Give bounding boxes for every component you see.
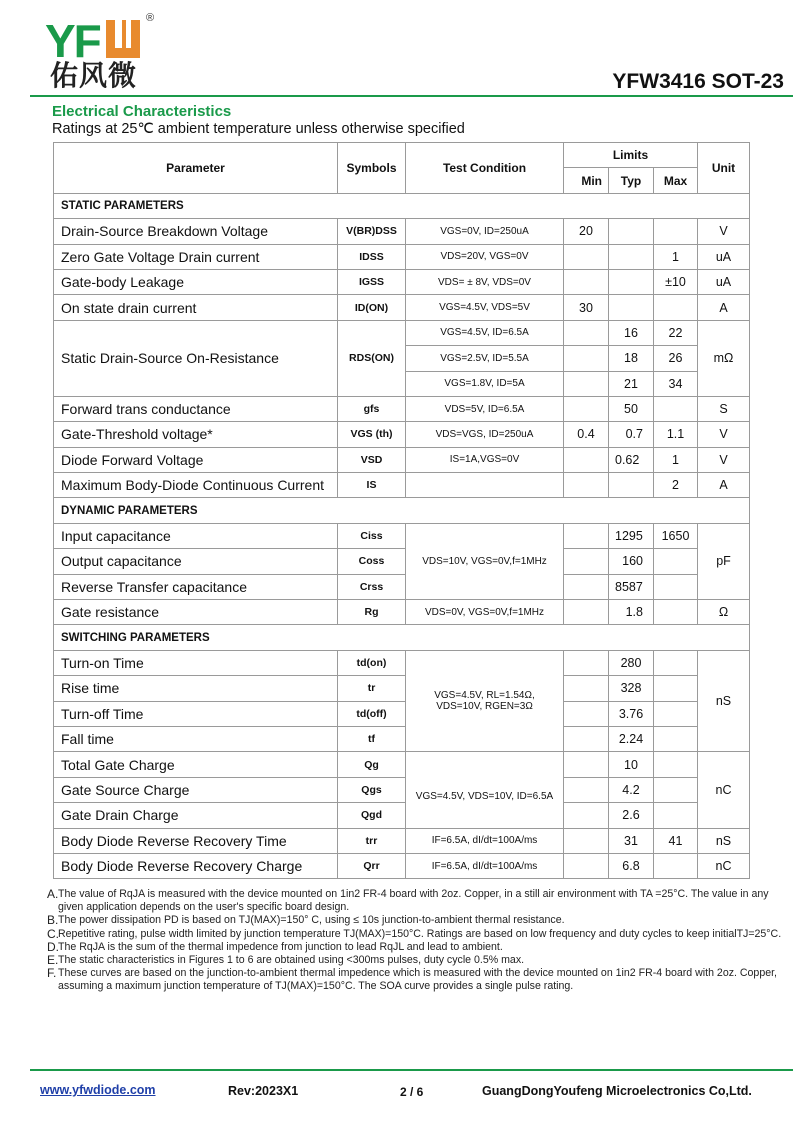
max-value: 1.1 — [654, 422, 698, 447]
unit: A — [698, 295, 750, 320]
typ-value: 50 — [609, 396, 654, 421]
unit: nC — [698, 752, 750, 828]
max-value: 1 — [654, 244, 698, 269]
table-row — [54, 574, 750, 599]
typ-value: 0.7 — [609, 422, 654, 447]
typ-value: 31 — [609, 828, 654, 853]
min-value — [564, 269, 609, 294]
logo-chinese-name: 佑风微 — [50, 59, 138, 92]
max-value — [654, 574, 698, 599]
test-condition: IS=1A,VGS=0V — [406, 447, 564, 472]
table-row — [54, 473, 750, 498]
min-value — [564, 828, 609, 853]
page-number: 2 / 6 — [400, 1085, 424, 1099]
table-row — [54, 549, 750, 574]
max-value: 1650 — [654, 523, 698, 548]
symbol: ID(ON) — [338, 295, 406, 320]
unit: nS — [698, 828, 750, 853]
min-value — [564, 244, 609, 269]
typ-value: 3.76 — [609, 701, 654, 726]
table-row — [54, 701, 750, 726]
max-value — [654, 726, 698, 751]
param-name: Fall time — [54, 726, 338, 751]
symbol: Qgd — [338, 803, 406, 828]
min-value — [564, 777, 609, 802]
table-row — [54, 396, 750, 421]
symbol: tf — [338, 726, 406, 751]
param-name: Gate-body Leakage — [54, 269, 338, 294]
unit: V — [698, 219, 750, 244]
max-value — [654, 676, 698, 701]
table-row — [54, 726, 750, 751]
section-row — [54, 498, 750, 523]
test-condition — [406, 473, 564, 498]
symbol: td(on) — [338, 650, 406, 675]
min-value — [564, 320, 609, 345]
test-condition: VDS=VGS, ID=250uA — [406, 422, 564, 447]
test-condition: IF=6.5A, dI/dt=100A/ms — [406, 828, 564, 853]
logo-u-mark-icon — [106, 20, 140, 58]
header-min: Min — [564, 168, 609, 193]
test-condition: VGS=1.8V, ID=5A — [406, 371, 564, 396]
section-static: STATIC PARAMETERS — [54, 193, 750, 218]
table-row — [54, 447, 750, 472]
section-title: Electrical Characteristics — [52, 103, 232, 120]
param-name: Forward trans conductance — [54, 396, 338, 421]
typ-value: 16 — [609, 320, 654, 345]
param-name: Gate-Threshold voltage* — [54, 422, 338, 447]
section-row — [54, 193, 750, 218]
header-unit: Unit — [698, 143, 750, 194]
param-name: Rise time — [54, 676, 338, 701]
max-value — [654, 549, 698, 574]
footnote-letter: F. — [47, 966, 57, 981]
footnote-text: The value of RqJA is measured with the device mounted on 1in2 FR-4 board with 2oz. Copper, in a still air environment with TA =25°C. The value in any given application depends on the user's specific board design. — [58, 888, 769, 914]
param-name: Drain-Source Breakdown Voltage — [54, 219, 338, 244]
typ-value — [609, 269, 654, 294]
logo-letters: YF — [45, 15, 100, 67]
table-row — [54, 803, 750, 828]
symbol: Crss — [338, 574, 406, 599]
typ-value — [609, 244, 654, 269]
symbol: Qrr — [338, 853, 406, 878]
min-value: 30 — [564, 295, 609, 320]
typ-value: 160 — [609, 549, 654, 574]
param-name: Total Gate Charge — [54, 752, 338, 777]
table-row — [54, 244, 750, 269]
table-row — [54, 600, 750, 625]
table-row — [54, 828, 750, 853]
symbol: Qg — [338, 752, 406, 777]
symbol: V(BR)DSS — [338, 219, 406, 244]
footnote-letter: E. — [47, 953, 59, 968]
footnote-text: The power dissipation PD is based on TJ(MAX)=150° C, using ≤ 10s junction-to-ambient thermal resistance. — [58, 914, 565, 927]
min-value: 20 — [564, 219, 609, 244]
max-value: ±10 — [654, 269, 698, 294]
min-value — [564, 600, 609, 625]
min-value — [564, 473, 609, 498]
param-name: Reverse Transfer capacitance — [54, 574, 338, 599]
table-row — [54, 777, 750, 802]
footnote-letter: C. — [47, 926, 59, 941]
test-condition: VDS=5V, ID=6.5A — [406, 396, 564, 421]
symbol: VGS (th) — [338, 422, 406, 447]
unit: V — [698, 447, 750, 472]
typ-value: 4.2 — [609, 777, 654, 802]
max-value: 1 — [654, 447, 698, 472]
param-name: Body Diode Reverse Recovery Charge — [54, 853, 338, 878]
typ-value: 328 — [609, 676, 654, 701]
max-value: 34 — [654, 371, 698, 396]
symbol: VSD — [338, 447, 406, 472]
section-dynamic: DYNAMIC PARAMETERS — [54, 498, 750, 523]
typ-value — [609, 219, 654, 244]
test-condition: VDS= ± 8V, VDS=0V — [406, 269, 564, 294]
table-row — [54, 676, 750, 701]
header-limits: Limits — [564, 143, 698, 168]
min-value — [564, 371, 609, 396]
symbol: Qgs — [338, 777, 406, 802]
part-title: YFW3416 SOT-23 — [612, 70, 784, 93]
param-name: Diode Forward Voltage — [54, 447, 338, 472]
header-max: Max — [654, 168, 698, 193]
typ-value: 2.6 — [609, 803, 654, 828]
max-value — [654, 295, 698, 320]
max-value — [654, 803, 698, 828]
min-value — [564, 549, 609, 574]
typ-value: 1295 — [609, 523, 654, 548]
test-condition-line2: VDS=10V, RGEN=3Ω — [436, 701, 533, 713]
max-value — [654, 650, 698, 675]
max-value — [654, 600, 698, 625]
max-value: 26 — [654, 346, 698, 371]
unit: uA — [698, 269, 750, 294]
test-condition: VGS=4.5V, ID=6.5A — [406, 320, 564, 345]
unit: nC — [698, 853, 750, 878]
test-condition: VDS=20V, VGS=0V — [406, 244, 564, 269]
param-name: Gate Source Charge — [54, 777, 338, 802]
param-name: Static Drain-Source On-Resistance — [54, 320, 338, 396]
test-condition: VDS=10V, VGS=0V,f=1MHz — [406, 523, 564, 599]
symbol: IS — [338, 473, 406, 498]
table-row — [54, 650, 750, 675]
typ-value: 6.8 — [609, 853, 654, 878]
param-name: Zero Gate Voltage Drain current — [54, 244, 338, 269]
typ-value: 1.8 — [609, 600, 654, 625]
param-name: Gate resistance — [54, 600, 338, 625]
max-value — [654, 701, 698, 726]
company-name: GuangDongYoufeng Microelectronics Co,Ltd. — [482, 1084, 752, 1098]
section-switching: SWITCHING PARAMETERS — [54, 625, 750, 650]
param-name: Gate Drain Charge — [54, 803, 338, 828]
footnote-a — [47, 888, 782, 914]
electrical-characteristics-table — [53, 142, 750, 879]
footnote-b — [47, 914, 782, 927]
header-typ: Typ — [609, 168, 654, 193]
unit: pF — [698, 523, 750, 599]
table-row — [54, 752, 750, 777]
table-header-row — [54, 143, 750, 168]
param-name: On state drain current — [54, 295, 338, 320]
footnote-text: These curves are based on the junction-to-ambient thermal impedence which is measured with the device mounted on 1in2 FR-4 board with 2oz. Copper, assuming a maximum junction temperature of TJ(MAX)=150°C. The SOA curve provides a single pulse rating. — [58, 967, 777, 993]
footnotes — [47, 888, 782, 994]
symbol: tr — [338, 676, 406, 701]
table-row — [54, 320, 750, 345]
registered-mark: ® — [146, 12, 155, 24]
test-condition: VGS=4.5V, VDS=10V, ID=6.5A — [406, 752, 564, 828]
footnote-letter: A. — [47, 887, 59, 901]
min-value — [564, 523, 609, 548]
test-condition: VGS=4.5V, VDS=5V — [406, 295, 564, 320]
symbol: Rg — [338, 600, 406, 625]
website-link[interactable]: www.yfwdiode.com — [40, 1083, 156, 1097]
typ-value: 10 — [609, 752, 654, 777]
footnote-letter: B. — [47, 913, 59, 928]
symbol: gfs — [338, 396, 406, 421]
revision: Rev:2023X1 — [228, 1084, 299, 1098]
section-subtitle: Ratings at 25℃ ambient temperature unless otherwise specified — [52, 121, 465, 137]
param-name: Output capacitance — [54, 549, 338, 574]
min-value: 0.4 — [564, 422, 609, 447]
footer-divider — [30, 1069, 793, 1071]
header-symbols: Symbols — [338, 143, 406, 194]
header-parameter: Parameter — [54, 143, 338, 194]
section-row — [54, 625, 750, 650]
max-value: 22 — [654, 320, 698, 345]
typ-value — [609, 473, 654, 498]
param-name: Turn-off Time — [54, 701, 338, 726]
symbol: IGSS — [338, 269, 406, 294]
symbol: trr — [338, 828, 406, 853]
max-value: 2 — [654, 473, 698, 498]
typ-value: 18 — [609, 346, 654, 371]
min-value — [564, 726, 609, 751]
test-condition — [406, 650, 564, 752]
test-condition: VGS=0V, ID=250uA — [406, 219, 564, 244]
max-value: 41 — [654, 828, 698, 853]
unit: S — [698, 396, 750, 421]
min-value — [564, 752, 609, 777]
unit: A — [698, 473, 750, 498]
table-row — [54, 523, 750, 548]
table-row — [54, 422, 750, 447]
table-row — [54, 853, 750, 878]
table-row — [54, 295, 750, 320]
footnote-f — [47, 967, 782, 993]
param-name: Input capacitance — [54, 523, 338, 548]
symbol: td(off) — [338, 701, 406, 726]
param-name: Turn-on Time — [54, 650, 338, 675]
min-value — [564, 447, 609, 472]
company-logo — [40, 12, 170, 92]
min-value — [564, 346, 609, 371]
typ-value: 0.62 — [609, 447, 654, 472]
symbol: Coss — [338, 549, 406, 574]
max-value — [654, 752, 698, 777]
param-name: Body Diode Reverse Recovery Time — [54, 828, 338, 853]
param-name: Maximum Body-Diode Continuous Current — [54, 473, 338, 498]
test-condition-line1: VGS=4.5V, RL=1.54Ω, — [434, 690, 535, 702]
header-divider — [30, 95, 793, 97]
min-value — [564, 853, 609, 878]
min-value — [564, 396, 609, 421]
typ-value: 280 — [609, 650, 654, 675]
min-value — [564, 676, 609, 701]
symbol: Ciss — [338, 523, 406, 548]
footnote-text: The RqJA is the sum of the thermal impedence from junction to lead RqJL and lead to ambient. — [58, 940, 503, 953]
typ-value: 2.24 — [609, 726, 654, 751]
test-condition: VGS=2.5V, ID=5.5A — [406, 346, 564, 371]
footnote-text: The static characteristics in Figures 1 to 6 are obtained using <300ms pulses, duty cycle 0.5% max. — [58, 954, 525, 967]
footnote-letter: D. — [47, 939, 59, 954]
max-value — [654, 219, 698, 244]
footnote-e — [47, 954, 782, 967]
unit: uA — [698, 244, 750, 269]
table-row — [54, 219, 750, 244]
footnote-c — [47, 928, 782, 941]
typ-value: 21 — [609, 371, 654, 396]
header-test-condition: Test Condition — [406, 143, 564, 194]
max-value — [654, 396, 698, 421]
unit: nS — [698, 650, 750, 752]
footnote-text: Repetitive rating, pulse width limited by junction temperature TJ(MAX)=150°C. Ratings are based on low frequency and duty cycles to keep initialTJ=25°C. — [58, 927, 782, 940]
table-row — [54, 269, 750, 294]
footnote-d — [47, 941, 782, 954]
typ-value — [609, 295, 654, 320]
unit: mΩ — [698, 320, 750, 396]
unit: V — [698, 422, 750, 447]
symbol: IDSS — [338, 244, 406, 269]
symbol: RDS(ON) — [338, 320, 406, 396]
min-value — [564, 701, 609, 726]
max-value — [654, 853, 698, 878]
test-condition: IF=6.5A, dI/dt=100A/ms — [406, 853, 564, 878]
min-value — [564, 574, 609, 599]
unit: Ω — [698, 600, 750, 625]
max-value — [654, 777, 698, 802]
min-value — [564, 803, 609, 828]
min-value — [564, 650, 609, 675]
typ-value: 8587 — [609, 574, 654, 599]
test-condition: VDS=0V, VGS=0V,f=1MHz — [406, 600, 564, 625]
